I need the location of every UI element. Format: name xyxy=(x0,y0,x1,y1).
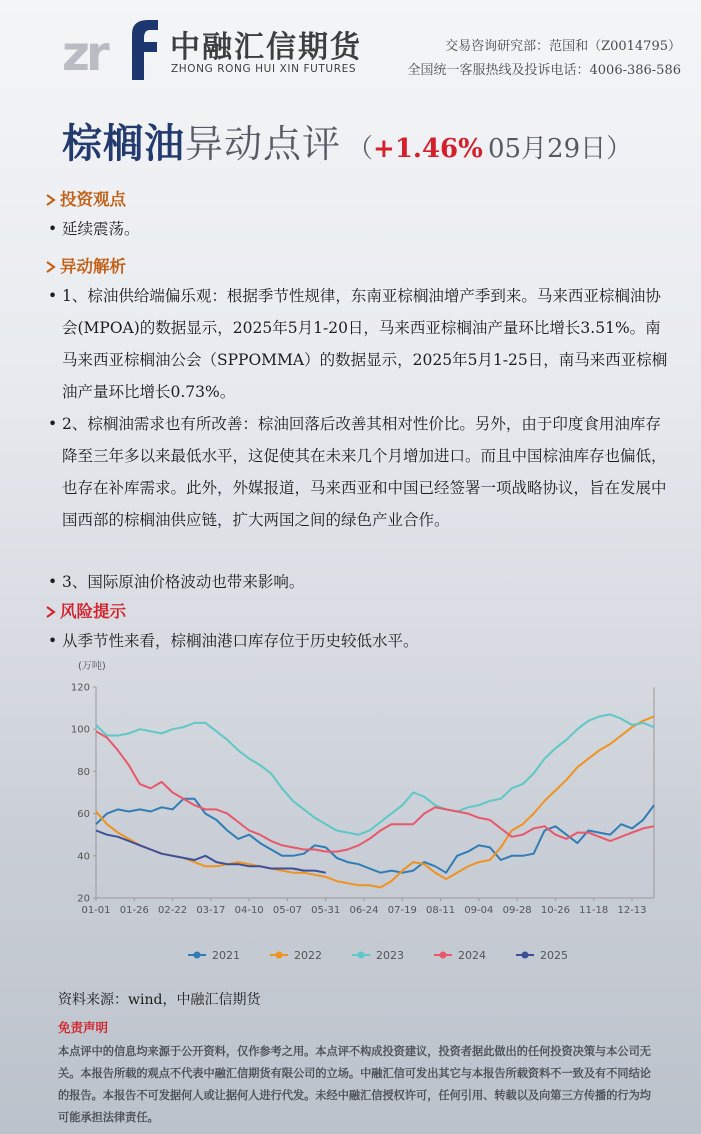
section-heading-label: 投资观点 xyxy=(60,190,126,209)
list-item xyxy=(48,566,668,598)
x-tick-label: 12-13 xyxy=(617,905,647,916)
title-paren-open: （ xyxy=(347,134,374,164)
analyst-info: 交易咨询研究部：范国和（Z0014795） xyxy=(445,39,681,54)
legend-marker-2023 xyxy=(358,952,365,959)
bullet-text: 从季节性来看，棕榈油港口库存位于历史较低水平。 xyxy=(62,632,419,650)
x-tick-label: 06-24 xyxy=(349,905,379,916)
bullet-dot: • xyxy=(48,632,58,650)
title-commodity: 棕榈油 xyxy=(62,121,185,167)
x-tick-label: 01-01 xyxy=(81,905,111,916)
y-tick-label: 40 xyxy=(77,851,90,863)
legend-label-2023: 2023 xyxy=(376,949,404,962)
chevron-right-icon xyxy=(46,261,56,273)
x-tick-label: 08-11 xyxy=(426,905,456,916)
list-item xyxy=(48,213,668,245)
chevron-right-icon xyxy=(46,606,56,618)
title-change: +1.46% xyxy=(373,134,483,164)
x-tick-label: 03-17 xyxy=(196,905,226,916)
chart-axes xyxy=(71,659,654,916)
line-chart xyxy=(58,655,664,985)
x-tick-label: 11-18 xyxy=(579,905,609,916)
bullet-text: 2、棕榈油需求也有所改善：棕油回落后改善其相对性价比。另外，由于印度食用油库存降至三年多以来最低水平，这促使其在未来几个月增加进口。而且中国棕油库存也偏低，也存在补库需求。此外，外媒报道，马来西亚和中国已经签署一项战略协议，旨在发展中国西部的棕榈油供应链，扩大两国之间的绿色产业合作。 xyxy=(62,415,667,529)
disclaimer-text: 本点评中的信息均来源于公开资料，仅作参考之用。本点评不构成投资建议，投资者据此做出的任何投资决策与本公司无关。本报告所载的观点不代表中融汇信期货有限公司的立场。中融汇信可发出其它与本报告所载资料不一致及有不同结论的报告。本报告不可发据何人或让据何人进行代发。未经中融汇信授权许可，任何引用、转载以及向第三方传播的行为均可能承担法律责任。 xyxy=(58,1044,651,1124)
x-tick-label: 02-22 xyxy=(158,905,188,916)
legend-marker-2021 xyxy=(194,952,201,959)
header xyxy=(0,0,701,90)
x-tick-label: 09-28 xyxy=(502,905,532,916)
bullet-text: 3、国际原油价格波动也带来影响。 xyxy=(62,573,305,591)
x-tick-label: 01-26 xyxy=(119,905,149,916)
x-tick-label: 05-31 xyxy=(311,905,341,916)
y-tick-label: 20 xyxy=(77,893,90,905)
x-tick-label: 04-10 xyxy=(234,905,264,916)
section-heading-label: 异动解析 xyxy=(60,257,126,276)
data-source: 资料来源：wind，中融汇信期货 xyxy=(58,992,261,1008)
hotline-info: 全国统一客服热线及投诉电话：4006-386-586 xyxy=(407,63,681,78)
bullet-text: 延续震荡。 xyxy=(62,220,140,238)
title-paren-close: ） xyxy=(606,134,633,164)
legend-label-2024: 2024 xyxy=(458,949,486,962)
legend-label-2021: 2021 xyxy=(212,949,240,962)
company-name-cn: 中融汇信期货 xyxy=(170,30,362,65)
title-date: 05月29日 xyxy=(487,134,607,164)
x-tick-label: 07-19 xyxy=(387,905,417,916)
title-type: 异动点评 xyxy=(185,122,342,166)
x-tick-label: 09-04 xyxy=(464,905,494,916)
bullet-text: 1、棕油供给端偏乐观：根据季节性规律，东南亚棕榈油增产季到来。马来西亚棕榈油协会(MPOA)的数据显示，2025年5月1-20日，马来西亚棕榈油产量环比增长3.51%。南马来西亚棕榈油公会（SPPOMMA）的数据显示，2025年5月1-25日，南马来西亚棕榈油产量环比增长0.73%。 xyxy=(62,287,668,401)
chevron-right-icon xyxy=(46,194,56,206)
bullet-dot: • xyxy=(48,287,58,305)
legend-label-2025: 2025 xyxy=(540,949,568,962)
bullet-dot: • xyxy=(48,415,58,433)
legend-marker-2022 xyxy=(276,952,283,959)
bullet-dot: • xyxy=(48,573,58,591)
report-title xyxy=(62,112,632,169)
chart-legend xyxy=(188,949,568,962)
x-tick-label: 05-07 xyxy=(272,905,302,916)
x-tick-label: 10-26 xyxy=(540,905,570,916)
legend-marker-2024 xyxy=(440,952,447,959)
chart-series xyxy=(96,714,654,887)
legend-label-2022: 2022 xyxy=(294,949,322,962)
list-item xyxy=(48,625,668,657)
inventory-chart xyxy=(58,655,664,985)
section-heading-view xyxy=(46,186,126,210)
section-heading-analysis xyxy=(46,253,126,277)
section-heading-risk xyxy=(46,598,126,622)
y-tick-label: 60 xyxy=(77,809,90,821)
y-tick-label: 100 xyxy=(70,724,90,736)
section-heading-label: 风险提示 xyxy=(60,602,126,621)
legend-marker-2025 xyxy=(522,952,529,959)
company-name-en: ZHONG RONG HUI XIN FUTURES xyxy=(171,63,357,75)
y-tick-label: 120 xyxy=(70,682,90,694)
bullet-dot: • xyxy=(48,220,58,238)
list-item xyxy=(48,408,668,536)
disclaimer-title: 免责声明 xyxy=(58,1020,109,1035)
svg-text:zr: zr xyxy=(62,26,106,82)
series-line-2024 xyxy=(96,731,654,851)
list-item xyxy=(48,280,668,408)
y-unit-label: (万吨) xyxy=(78,661,106,672)
y-tick-label: 80 xyxy=(77,766,90,778)
company-logo-icon xyxy=(62,12,162,82)
